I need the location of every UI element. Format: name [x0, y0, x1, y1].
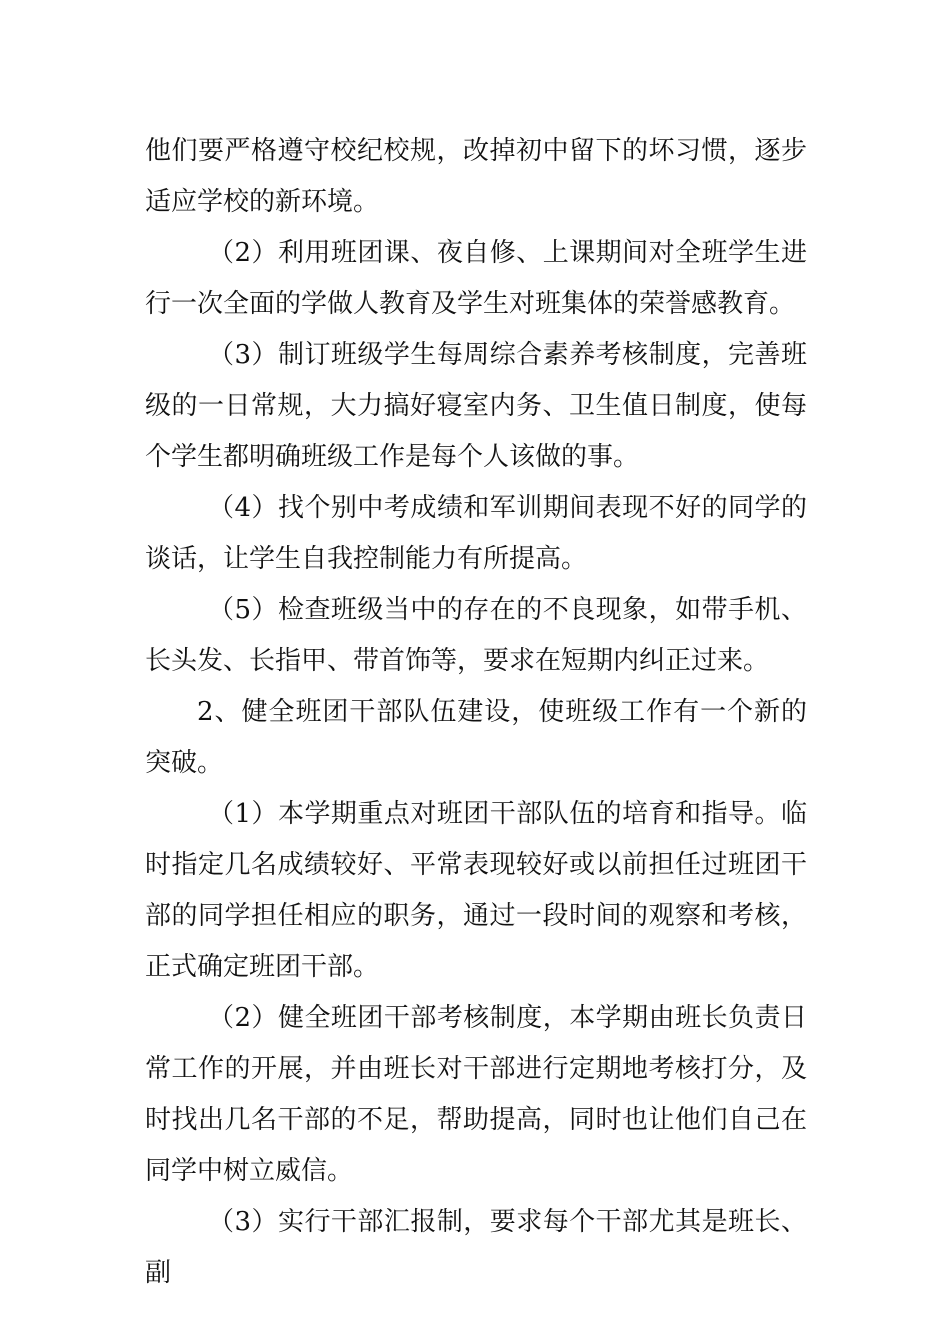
paragraph-subitem-2: （2）健全班团干部考核制度，本学期由班长负责日常工作的开展，并由班长对干部进行定期地考核打分，及时找出几名干部的不足，帮助提高，同时也让他们自己在同学中树立威信。 [145, 1003, 807, 1186]
paragraph-item-2: （2）利用班团课、夜自修、上课期间对全班学生进行一次全面的学做人教育及学生对班集体的荣誉感教育。 [145, 238, 807, 319]
paragraph-subitem-3: （3）实行干部汇报制，要求每个干部尤其是班长、副 [145, 1207, 807, 1288]
paragraph-subitem-1: （1）本学期重点对班团干部队伍的培育和指导。临时指定几名成绩较好、平常表现较好或以前担任过班团干部的同学担任相应的职务，通过一段时间的观察和考核，正式确定班团干部。 [145, 799, 807, 982]
paragraph-item-3: （3）制订班级学生每周综合素养考核制度，完善班级的一日常规，大力搞好寝室内务、卫生值日制度，使每个学生都明确班级工作是每个人该做的事。 [145, 340, 807, 472]
paragraph-continuation: 他们要严格遵守校纪校规，改掉初中留下的坏习惯，逐步适应学校的新环境。 [145, 136, 807, 217]
section-heading-2: 2、健全班团干部队伍建设，使班级工作有一个新的突破。 [145, 697, 807, 778]
document-body [145, 126, 807, 1299]
paragraph-item-5: （5）检查班级当中的存在的不良现象，如带手机、长头发、长指甲、带首饰等，要求在短期内纠正过来。 [145, 595, 807, 676]
paragraph-item-4: （4）找个别中考成绩和军训期间表现不好的同学的谈话，让学生自我控制能力有所提高。 [145, 493, 807, 574]
